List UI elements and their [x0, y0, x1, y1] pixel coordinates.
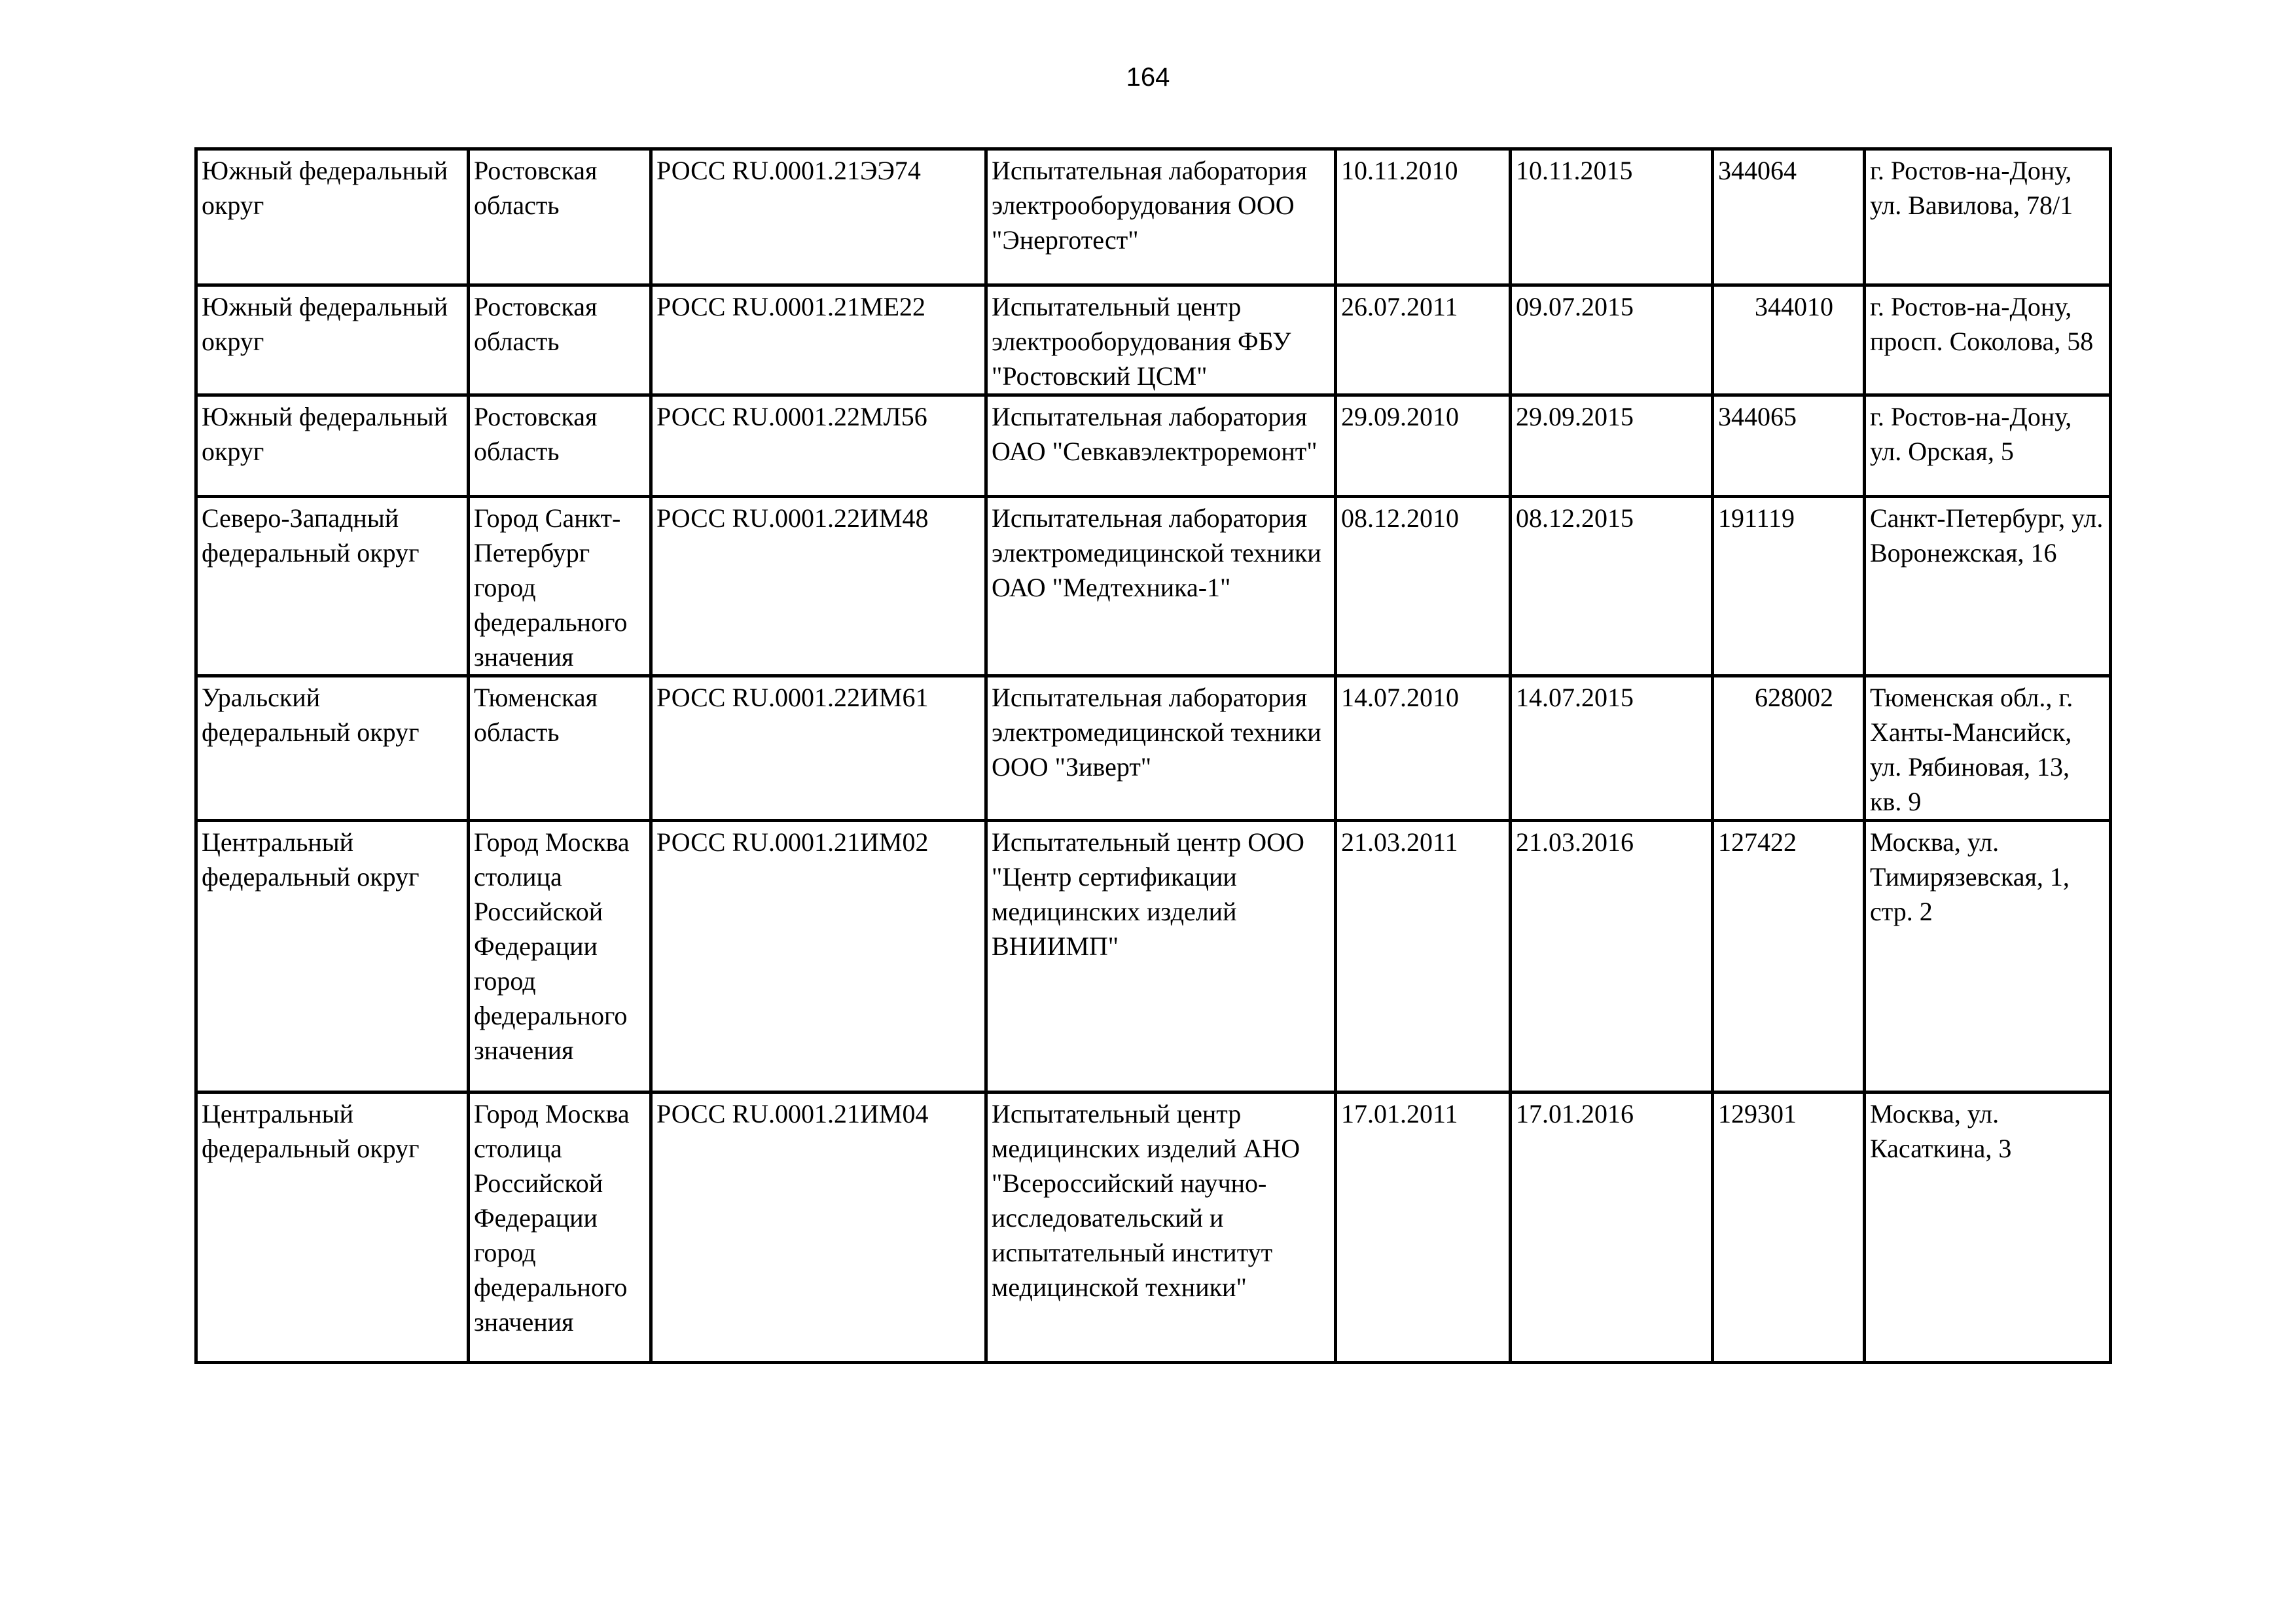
- region-cell: Город Москва столица Российской Федерации город федерального значения: [469, 821, 651, 1092]
- date-to-cell: 21.03.2016: [1511, 821, 1713, 1092]
- organization-cell: Испытательный центр ООО "Центр сертификации медицинских изделий ВНИИМП": [986, 821, 1336, 1092]
- postcode-cell: 628002: [1713, 676, 1865, 821]
- date-from-cell: 10.11.2010: [1336, 149, 1511, 285]
- address-cell: г. Ростов-на-Дону, ул. Вавилова, 78/1: [1865, 149, 2111, 285]
- registry-table: [194, 147, 2112, 1364]
- table-row: [196, 676, 2111, 821]
- reg-number-cell: РОСС RU.0001.22ИМ48: [651, 497, 986, 676]
- organization-cell: Испытательный центр электрооборудования ФБУ "Ростовский ЦСМ": [986, 285, 1336, 395]
- date-from-cell: 29.09.2010: [1336, 395, 1511, 497]
- date-to-cell: 10.11.2015: [1511, 149, 1713, 285]
- reg-number-cell: РОСС RU.0001.21ИМ04: [651, 1092, 986, 1363]
- district-cell: Южный федеральный округ: [196, 149, 469, 285]
- postcode-cell: 344010: [1713, 285, 1865, 395]
- date-from-cell: 14.07.2010: [1336, 676, 1511, 821]
- postcode-cell: 344064: [1713, 149, 1865, 285]
- district-cell: Центральный федеральный округ: [196, 821, 469, 1092]
- date-from-cell: 08.12.2010: [1336, 497, 1511, 676]
- postcode-cell: 344065: [1713, 395, 1865, 497]
- organization-cell: Испытательный центр медицинских изделий АНО "Всероссийский научно-исследовательский и испытательный институт медицинской техники": [986, 1092, 1336, 1363]
- organization-cell: Испытательная лаборатория электромедицинской техники ООО "Зиверт": [986, 676, 1336, 821]
- address-cell: г. Ростов-на-Дону, просп. Соколова, 58: [1865, 285, 2111, 395]
- date-to-cell: 14.07.2015: [1511, 676, 1713, 821]
- organization-cell: Испытательная лаборатория электромедицинской техники ОАО "Медтехника-1": [986, 497, 1336, 676]
- address-cell: Москва, ул. Тимирязевская, 1, стр. 2: [1865, 821, 2111, 1092]
- reg-number-cell: РОСС RU.0001.21ИМ02: [651, 821, 986, 1092]
- address-cell: Санкт-Петербург, ул. Воронежская, 16: [1865, 497, 2111, 676]
- reg-number-cell: РОСС RU.0001.21МЕ22: [651, 285, 986, 395]
- address-cell: Тюменская обл., г. Ханты-Мансийск, ул. Рябиновая, 13, кв. 9: [1865, 676, 2111, 821]
- table-row: [196, 497, 2111, 676]
- date-to-cell: 17.01.2016: [1511, 1092, 1713, 1363]
- table-row: [196, 395, 2111, 497]
- address-cell: г. Ростов-на-Дону, ул. Орская, 5: [1865, 395, 2111, 497]
- organization-cell: Испытательная лаборатория ОАО "Севкавэлектроремонт": [986, 395, 1336, 497]
- table-row: [196, 149, 2111, 285]
- table-row: [196, 821, 2111, 1092]
- table-row: [196, 1092, 2111, 1363]
- page-number: 164: [1126, 63, 1170, 92]
- reg-number-cell: РОСС RU.0001.21ЭЭ74: [651, 149, 986, 285]
- district-cell: Центральный федеральный округ: [196, 1092, 469, 1363]
- address-cell: Москва, ул. Касаткина, 3: [1865, 1092, 2111, 1363]
- table-row: [196, 285, 2111, 395]
- region-cell: Ростовская область: [469, 285, 651, 395]
- date-from-cell: 17.01.2011: [1336, 1092, 1511, 1363]
- postcode-cell: 129301: [1713, 1092, 1865, 1363]
- region-cell: Ростовская область: [469, 149, 651, 285]
- date-to-cell: 29.09.2015: [1511, 395, 1713, 497]
- district-cell: Южный федеральный округ: [196, 285, 469, 395]
- date-to-cell: 08.12.2015: [1511, 497, 1713, 676]
- district-cell: Уральский федеральный округ: [196, 676, 469, 821]
- region-cell: Тюменская область: [469, 676, 651, 821]
- region-cell: Ростовская область: [469, 395, 651, 497]
- region-cell: Город Санкт-Петербург город федерального значения: [469, 497, 651, 676]
- postcode-cell: 127422: [1713, 821, 1865, 1092]
- date-from-cell: 21.03.2011: [1336, 821, 1511, 1092]
- postcode-cell: 191119: [1713, 497, 1865, 676]
- date-to-cell: 09.07.2015: [1511, 285, 1713, 395]
- region-cell: Город Москва столица Российской Федерации город федерального значения: [469, 1092, 651, 1363]
- district-cell: Северо-Западный федеральный округ: [196, 497, 469, 676]
- organization-cell: Испытательная лаборатория электрооборудования ООО "Энерготест": [986, 149, 1336, 285]
- reg-number-cell: РОСС RU.0001.22МЛ56: [651, 395, 986, 497]
- district-cell: Южный федеральный округ: [196, 395, 469, 497]
- date-from-cell: 26.07.2011: [1336, 285, 1511, 395]
- reg-number-cell: РОСС RU.0001.22ИМ61: [651, 676, 986, 821]
